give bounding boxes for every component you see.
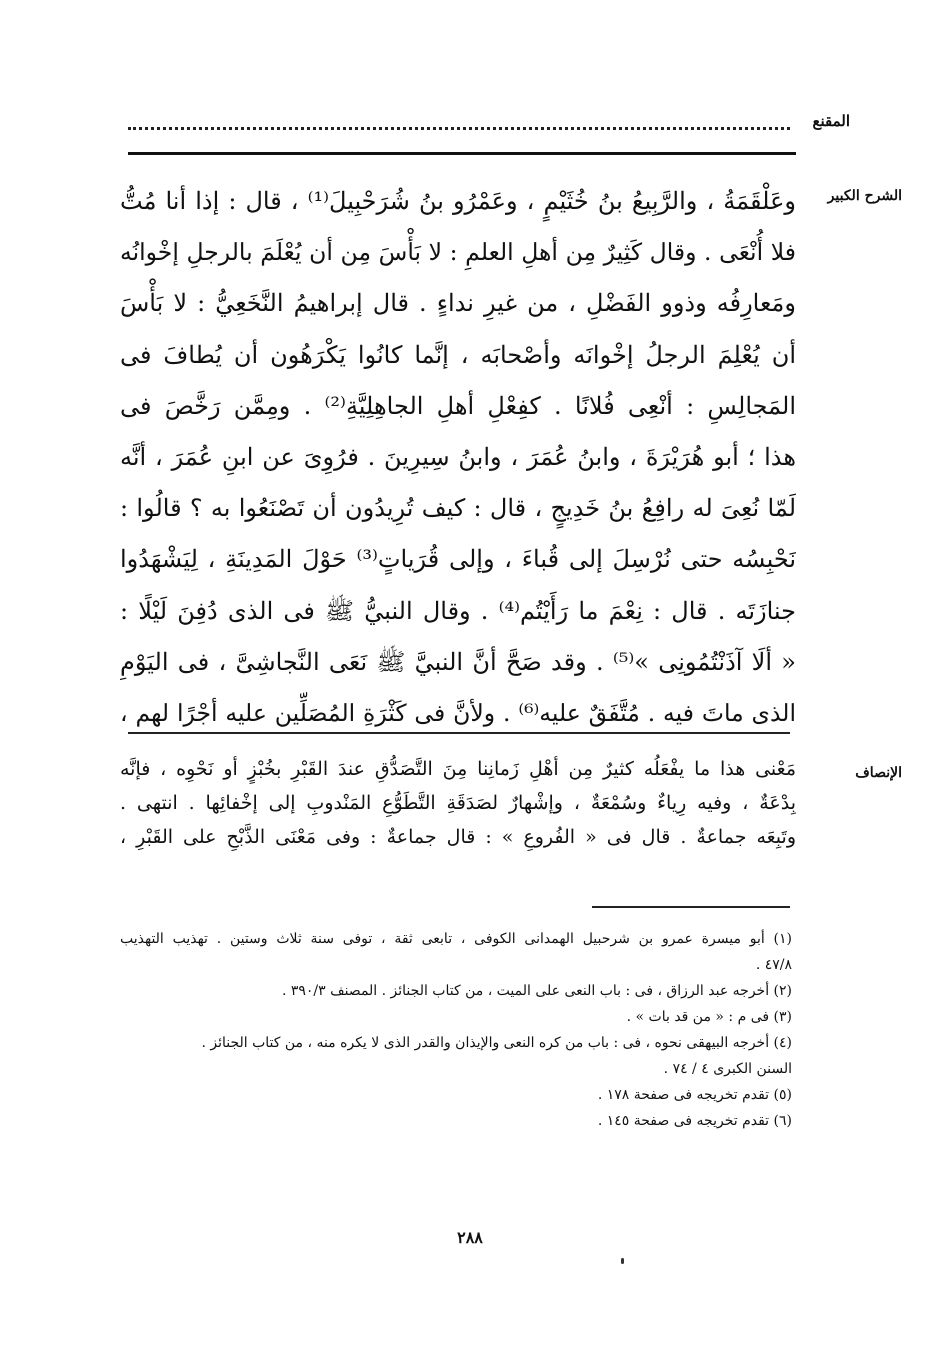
insaf-text-line: بِدْعَةٌ ، وفيه رِياءٌ وسُمْعَةٌ ، وإشْهارٌ لصَدَقَةِ التَّطَوُّعِ المَنْدوبِ إلى إخْفائِها . انتهى . — [120, 792, 796, 814]
section-divider — [128, 732, 790, 734]
footnote: (٤) أخرجه البيهقى نحوه ، فى : باب من كره النعى والإيذان والقدر الذى لا يكره منه ، من كتاب الجنائز . — [201, 1035, 792, 1051]
section-label-insaf: الإنصاف — [855, 765, 902, 781]
footnote: (٣) فى م : « من قد بات » . — [626, 1009, 792, 1025]
main-text-line: ومَعارِفُه وذوو الفَضْلِ ، من غيرِ نداءٍ . قال إبراهيمُ النَّخَعِيُّ : لا بَأْسَ — [120, 289, 796, 318]
main-text-line: أن يُعْلِمَ الرجلُ إخْوانَه وأصْحابَه ، إنَّما كانُوا يَكْرَهُون أن يُطافَ فى — [120, 340, 796, 369]
running-header-title: المقنع — [812, 112, 850, 130]
insaf-text-line: مَعْنى هذا ما يفْعَلُه كثيرٌ مِن أهْلِ زَمانِنا مِنَ التَّصَدُّقِ عندَ القَبْرِ بخُبْزٍ أو نَحْوِه ، فإنَّه — [120, 758, 796, 780]
insaf-text-block — [120, 752, 796, 854]
main-text-line: المَجالِسِ : أنْعِى فُلانًا . كفِعْلِ أهلِ الجاهِلِيَّةِ⁽²⁾ . ومِمَّن رَخَّصَ فى — [120, 391, 796, 420]
footnote: (٥) تقدم تخريجه فى صفحة ١٧٨ . — [597, 1087, 792, 1103]
main-text-line: نَحْبِسُه حتى نُرْسِلَ إلى قُباءَ ، وإلى قُرَياتٍ⁽³⁾ حَوْلَ المَدِينَةِ ، لِيَشْهَدُوا — [120, 545, 796, 574]
footnote-continuation: السنن الكبرى ٤ / ٧٤ . — [663, 1061, 792, 1077]
footnote: (٦) تقدم تخريجه فى صفحة ١٤٥ . — [597, 1113, 792, 1129]
footnote-continuation: ٤٧/٨ . — [755, 957, 792, 973]
main-text-line: جنازَتَه . قال : نِعْمَ ما رَأَيْتُم⁽⁴⁾ . وقال النبيُّ ﷺ فى الذى دُفِنَ لَيْلًا : — [120, 596, 796, 625]
header-dotted-leader — [128, 114, 790, 130]
main-text-block — [120, 176, 796, 739]
section-label-sharh: الشرح الكبير — [827, 188, 902, 204]
main-text-line: « ألَا آذَنْتُمُونِى »⁽⁵⁾ . وقد صَحَّ أنَّ النبيَّ ﷺ نَعَى النَّجاشِىَّ ، فى اليَوْمِ — [120, 647, 796, 676]
insaf-text-line: وتَبِعَه جماعةٌ . قال فى « الفُروعِ » : قال جماعةٌ : وفى مَعْنَى الذَّبْحِ على القَبْرِ ، — [120, 826, 796, 848]
main-text-line: الذى ماتَ فيه . مُتَّفَقٌ عليه⁽⁶⁾ . ولأنَّ فى كَثْرَةِ المُصَلِّين عليه أجْرًا لهم ، — [120, 698, 796, 727]
main-text-line: هذا ؛ أبو هُرَيْرَةَ ، وابنُ عُمَرَ ، وابنُ سِيرِينَ . فرُوِىَ عن ابنِ عُمَرَ ، أنَّه — [120, 442, 796, 471]
print-speck — [621, 1258, 624, 1264]
main-text-line: لَمّا نُعِىَ له رافِعُ بنُ خَدِيجٍ ، قال : كيف تُرِيدُون أن تَصْنَعُوا به ؟ قالُوا : — [120, 494, 796, 523]
footnote: (٢) أخرجه عبد الرزاق ، فى : باب النعى على الميت ، من كتاب الجنائز . المصنف ٣٩٠/٣ . — [281, 983, 792, 999]
footnote-separator — [592, 906, 790, 908]
page-number: ٢٨٨ — [457, 1228, 483, 1247]
main-text-line: وعَلْقَمَةُ ، والرَّبِيعُ بنُ خُثَيْمٍ ، وعَمْرُو بنُ شُرَحْبِيلَ⁽¹⁾ ، قال : إذا أنا مُتُّ — [120, 187, 796, 215]
footnote: (١) أبو ميسرة عمرو بن شرحبيل الهمدانى الكوفى ، تابعى ثقة ، توفى سنة ثلاث وستين . تهذيب التهذيب — [120, 931, 792, 947]
header-rule — [128, 152, 796, 155]
main-text-line: فلا أُنْعَى . وقال كَثِيرٌ مِن أهلِ العلمِ : لا بَأْسَ مِن أن يُعْلَمَ بالرجلِ إخْوانُه — [120, 238, 796, 267]
footnotes-block — [120, 926, 792, 1134]
